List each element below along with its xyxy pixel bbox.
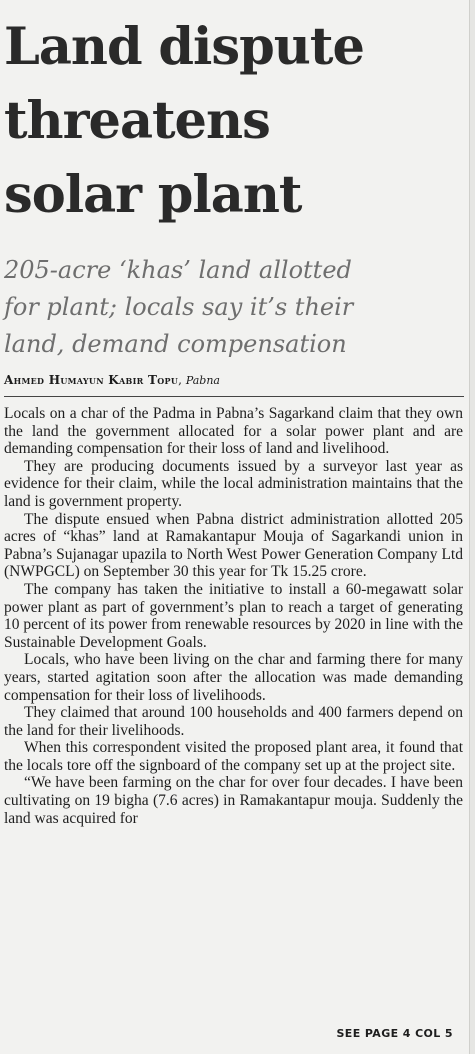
body-paragraph: The company has taken the initiative to install a 60-megawatt solar power plant as part of government’s plan to reach a target of generating 10 percent of its power from renewable resources by 2020 in line with the Sustainable Development Goals.: [4, 580, 463, 651]
page-edge: [469, 0, 475, 1054]
body-paragraph: Locals on a char of the Padma in Pabna’s Sagarkand claim that they own the land the government allocated for a solar power plant and are demanding compensation for their loss of land and livelihood.: [4, 405, 463, 458]
subheadline-line: land, demand compensation: [4, 330, 347, 358]
subheadline-line: 205-acre ‘khas’ land allotted: [4, 256, 352, 284]
article-body: [4, 405, 463, 827]
subheadline: [4, 252, 464, 363]
body-paragraph: They claimed that around 100 households and 400 farmers depend on the land for their livelihoods.: [4, 704, 463, 739]
body-paragraph: They are producing documents issued by a surveyor last year as evidence for their claim, while the local administration maintains that the land is government property.: [4, 457, 463, 510]
byline-author: Ahmed Humayun Kabir Topu: [4, 373, 179, 387]
byline-location: Pabna: [185, 374, 220, 387]
headline: [4, 10, 464, 232]
headline-line: Land dispute: [4, 17, 364, 77]
byline-separator: ,: [178, 373, 182, 387]
body-paragraph: Locals, who have been living on the char and farming there for many years, started agitation soon after the allocation was made demanding compensation for their loss of livelihoods.: [4, 651, 463, 704]
headline-line: threatens: [4, 91, 270, 151]
body-paragraph: The dispute ensued when Pabna district administration allotted 205 acres of “khas” land at Ramakantapur Mouja of Sagarkandi union in Pabna’s Sujanagar upazila to North West Power Generation Company Ltd (NWPGCL) on September 30 this year for Tk 15.25 crore.: [4, 510, 463, 581]
body-paragraph: When this correspondent visited the proposed plant area, it found that the locals tore off the signboard of the company set up at the project site.: [4, 739, 463, 774]
byline-divider: [4, 396, 464, 397]
subheadline-line: for plant; locals say it’s their: [4, 293, 354, 321]
body-paragraph: “We have been farming on the char for over four decades. I have been cultivating on 19 bigha (7.6 acres) in Ramakantapur mouja. Suddenly the land was acquired for: [4, 774, 463, 827]
headline-line: solar plant: [4, 165, 302, 225]
byline: [4, 372, 464, 389]
continued-on-page-note[interactable]: SEE PAGE 4 COL 5: [336, 1027, 453, 1040]
